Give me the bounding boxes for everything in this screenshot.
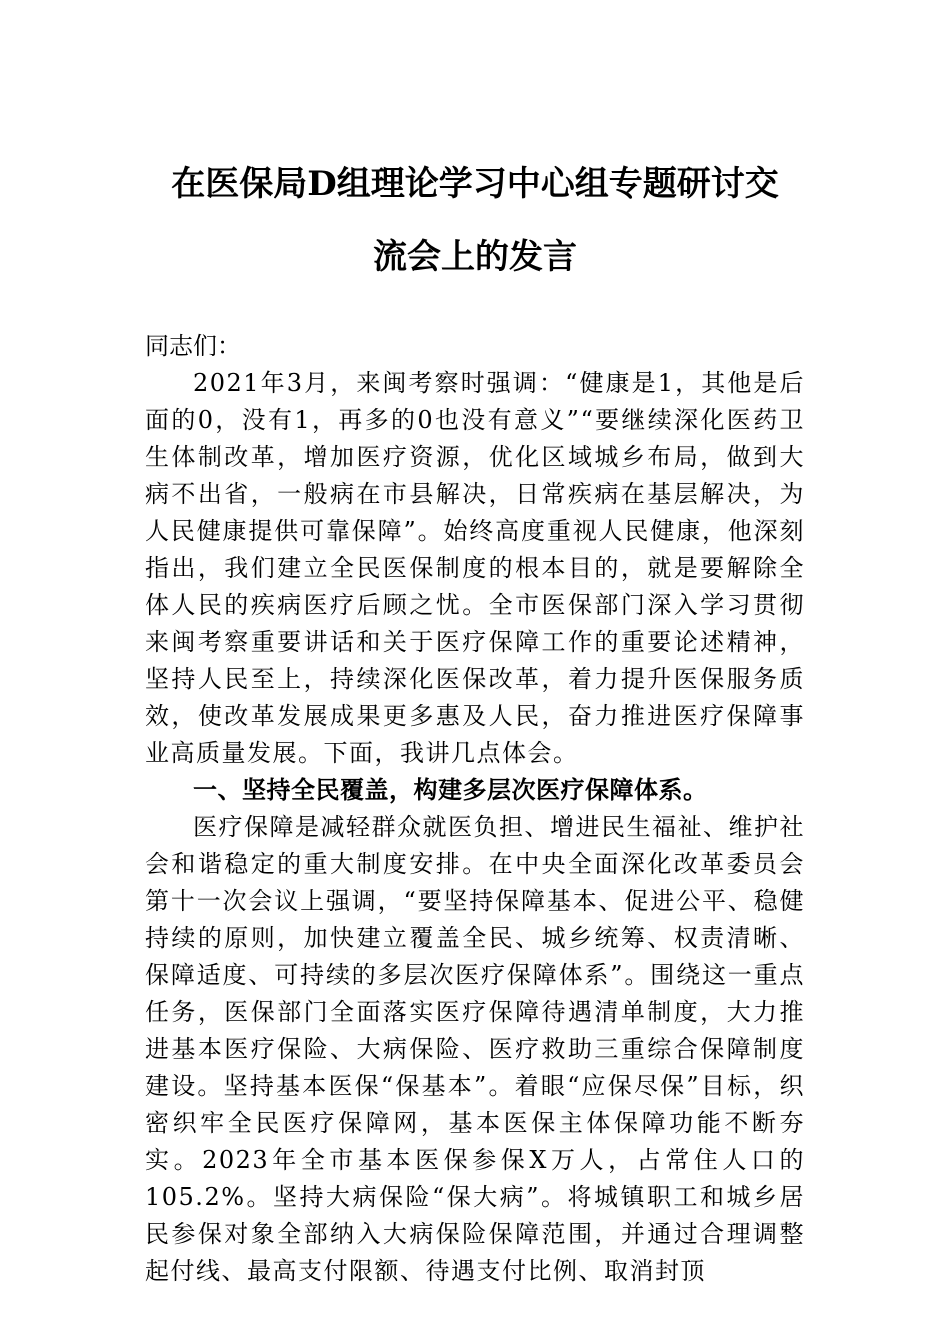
section-heading-1: 一、坚持全民覆盖，构建多层次医疗保障体系。 bbox=[193, 776, 708, 804]
paragraph-section-1: 医疗保障是减轻群众就医负担、增进民生福祉、维护社会和谐稳定的重大制度安排。在中央全面深化改革委员会第十一次会议上强调，“要坚持保障基本、促进公平、稳健持续的原则，加快建立覆盖全民、城乡统筹、权责清晰、保障适度、可持续的多层次医疗保障体系”。围绕这一重点任务，医保部门全面落实医疗保障待遇清单制度，大力推进基本医疗保险、大病保险、医疗救助三重综合保障制度建设。坚持基本医保“保基本”。着眼“应保尽保”目标，织密织牢全民医疗保障网，基本医保主体保障功能不断夯实。2023年全市基本医保参保X万人，占常住人口的105.2%。坚持大病保险“保大病”。将城镇职工和城乡居民参保对象全部纳入大病保险保障范围，并通过合理调整起付线、最高支付限额、待遇支付比例、取消封顶 bbox=[145, 813, 805, 1285]
document-title-line-2: 流会上的发言 bbox=[373, 237, 577, 277]
paragraph-intro: 2021年3月，来闽考察时强调：“健康是1，其他是后面的0，没有1，再多的0也没有意义”“要继续深化医药卫生体制改革，增加医疗资源，优化区域城乡布局，做到大病不出省，一般病在市县解决，日常疾病在基层解决，为人民健康提供可靠保障”。始终高度重视人民健康，他深刻指出，我们建立全民医保制度的根本目的，就是要解除全体人民的疾病医疗后顾之忧。全市医保部门深入学习贯彻来闽考察重要讲话和关于医疗保障工作的重要论述精神，坚持人民至上，持续深化医保改革，着力提升医保服务质效，使改革发展成果更多惠及人民，奋力推进医疗保障事业高质量发展。下面，我讲几点体会。 bbox=[145, 369, 805, 767]
document-title-line-1: 在医保局D组理论学习中心组专题研讨交 bbox=[171, 164, 779, 204]
document-body bbox=[145, 328, 805, 1290]
salutation: 同志们： bbox=[145, 332, 241, 360]
